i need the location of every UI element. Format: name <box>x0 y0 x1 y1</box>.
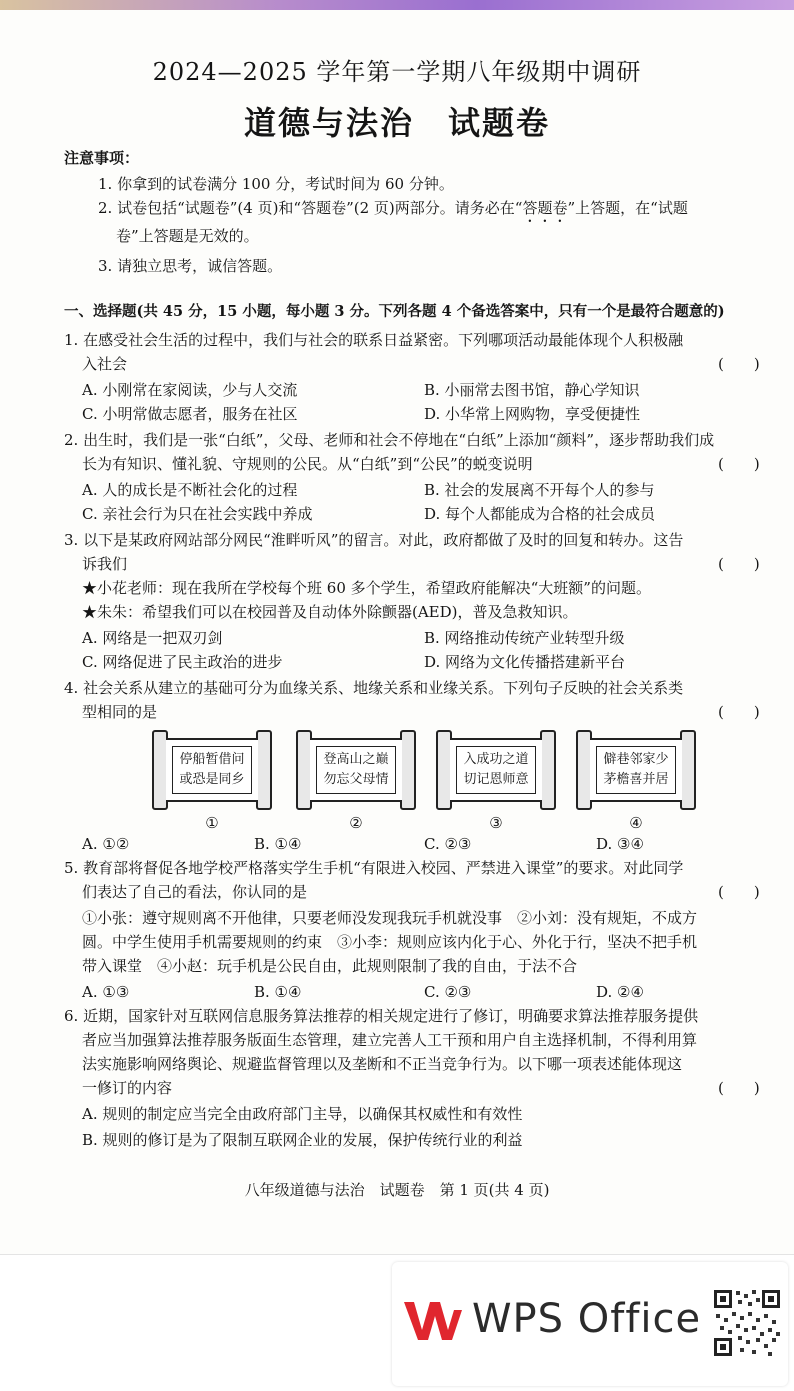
q2-answer-paren: ( ) <box>718 455 760 473</box>
scroll-4: 僻巷邻家少 茅檐喜并居 ④ <box>576 730 696 810</box>
notice-item-2: 2. 试卷包括“试题卷”(4 页)和“答题卷”(2 页)两部分。请务必在“答题卷”上答题，在“试题 <box>98 199 688 217</box>
q5-option-c: C. ②③ <box>424 983 472 1001</box>
q5-option-a: A. ①③ <box>82 983 130 1001</box>
q5-statements-line1: ①小张：遵守规则离不开他律，只要老师没发现我玩手机就没事 ②小刘：没有规矩，不成方 <box>82 909 698 927</box>
q5-statements-line2: 圆。中学生使用手机需要规则的约束 ③小李：规则应该内化于心、外化于行，坚决不把手机 <box>82 933 698 951</box>
wps-logo-icon <box>400 1296 464 1346</box>
q1-stem-line2: 入社会 <box>82 355 128 373</box>
q5-statements-line3: 带入课堂 ④小赵：玩手机是公民自由，此规则限制了我的自由，于法不合 <box>82 957 578 975</box>
section-heading: 一、选择题(共 45 分，15 小题，每小题 3 分。下列各题 4 个备选答案中，只有一个是最符合题意的) <box>64 303 725 320</box>
q5-option-b: B. ①④ <box>254 983 302 1001</box>
q6-answer-paren: ( ) <box>718 1079 760 1097</box>
q2-stem-line2: 长为有知识、懂礼貌、守规则的公民。从“白纸”到“公民”的蜕变说明 <box>82 455 533 473</box>
q4-option-c: C. ②③ <box>424 835 472 853</box>
exam-title: 2024—2025 学年第一学期八年级期中调研 <box>152 58 642 86</box>
q6-stem-line2: 者应当加强算法推荐服务版面生态管理，建立完善人工干预和用户自主选择机制，不得利用算 <box>82 1031 698 1049</box>
q3-option-a: A. 网络是一把双刃剑 <box>82 629 223 647</box>
q3-stem-line1: 3. 以下是某政府网站部分网民“淮畔听风”的留言。对此，政府都做了及时的回复和转办。这告 <box>64 531 684 549</box>
page-footer: 八年级道德与法治 试题卷 第 1 页(共 4 页) <box>244 1181 550 1199</box>
scroll-4-number: ④ <box>629 814 643 832</box>
q3-message-1: ★小花老师：现在我所在学校每个班 60 多个学生，希望政府能解决“大班额”的问题。 <box>82 579 651 597</box>
q3-option-c: C. 网络促进了民主政治的进步 <box>82 653 283 671</box>
q4-option-d: D. ③④ <box>596 835 644 853</box>
qr-code-icon <box>712 1288 782 1358</box>
q6-stem-line3: 法实施影响网络舆论、规避监督管理以及垄断和不正当竞争行为。以下哪一项表述能体现这 <box>82 1055 683 1073</box>
q4-option-a: A. ①② <box>82 835 130 853</box>
notice-item-3: 3. 请独立思考，诚信答题。 <box>98 257 283 275</box>
q6-stem-line4: 一修订的内容 <box>82 1079 173 1097</box>
q3-stem-line2: 诉我们 <box>82 555 128 573</box>
notice-heading: 注意事项： <box>64 149 140 167</box>
q1-option-a: A. 小刚常在家阅读，少与人交流 <box>82 381 298 399</box>
q2-option-b: B. 社会的发展离不开每个人的参与 <box>424 481 655 499</box>
q4-option-b: B. ①④ <box>254 835 302 853</box>
q1-option-d: D. 小华常上网购物，享受便捷性 <box>424 405 641 423</box>
q2-option-c: C. 亲社会行为只在社会实践中养成 <box>82 505 313 523</box>
q5-stem-line1: 5. 教育部将督促各地学校严格落实学生手机“有限进入校园、严禁进入课堂”的要求。对此同学 <box>64 859 684 877</box>
q5-stem-line2: 们表达了自己的看法，你认同的是 <box>82 883 308 901</box>
q6-stem-line1: 6. 近期，国家针对互联网信息服务算法推荐的相关规定进行了修订，明确要求算法推荐服务提供 <box>64 1007 699 1025</box>
q3-option-d: D. 网络为文化传播搭建新平台 <box>424 653 626 671</box>
scroll-2-number: ② <box>349 814 363 832</box>
top-color-strip <box>0 0 794 10</box>
notice-item-2-cont: 卷”上答题是无效的。 <box>116 227 259 245</box>
scroll-2: 登高山之巅 勿忘父母情 ② <box>296 730 416 810</box>
scroll-3-number: ③ <box>489 814 503 832</box>
q3-option-b: B. 网络推动传统产业转型升级 <box>424 629 625 647</box>
scroll-1-number: ① <box>205 814 219 832</box>
q4-stem-line1: 4. 社会关系从建立的基础可分为血缘关系、地缘关系和业缘关系。下列句子反映的社会关系类 <box>64 679 684 697</box>
q1-stem-line1: 1. 在感受社会生活的过程中，我们与社会的联系日益紧密。下列哪项活动最能体现个人积极融 <box>64 331 684 349</box>
page-divider <box>0 1254 794 1255</box>
q4-answer-paren: ( ) <box>718 703 760 721</box>
wps-brand-text: WPS Office <box>472 1296 702 1342</box>
q1-option-c: C. 小明常做志愿者，服务在社区 <box>82 405 298 423</box>
q2-stem-line1: 2. 出生时，我们是一张“白纸”，父母、老师和社会不停地在“白纸”上添加“颜料”，逐步帮助我们成 <box>64 431 715 449</box>
q5-option-d: D. ②④ <box>596 983 644 1001</box>
q1-option-b: B. 小丽常去图书馆，静心学知识 <box>424 381 640 399</box>
q1-answer-paren: ( ) <box>718 355 760 373</box>
notice-item-1: 1. 你拿到的试卷满分 100 分，考试时间为 60 分钟。 <box>98 175 454 193</box>
scroll-1: 停船暂借问 或恐是同乡 ① <box>152 730 272 810</box>
q4-stem-line2: 型相同的是 <box>82 703 158 721</box>
q2-option-d: D. 每个人都能成为合格的社会成员 <box>424 505 656 523</box>
q3-message-2: ★朱朱：希望我们可以在校园普及自动体外除颤器(AED)，普及急救知识。 <box>82 603 578 621</box>
q5-answer-paren: ( ) <box>718 883 760 901</box>
subject-title: 道德与法治 试题卷 <box>243 104 550 142</box>
q6-option-b: B. 规则的修订是为了限制互联网企业的发展，保护传统行业的利益 <box>82 1131 523 1149</box>
q2-option-a: A. 人的成长是不断社会化的过程 <box>82 481 298 499</box>
q6-option-a: A. 规则的制定应当完全由政府部门主导，以确保其权威性和有效性 <box>82 1105 523 1123</box>
q3-answer-paren: ( ) <box>718 555 760 573</box>
wps-watermark <box>392 1262 788 1386</box>
scroll-3: 入成功之道 切记恩师意 ③ <box>436 730 556 810</box>
